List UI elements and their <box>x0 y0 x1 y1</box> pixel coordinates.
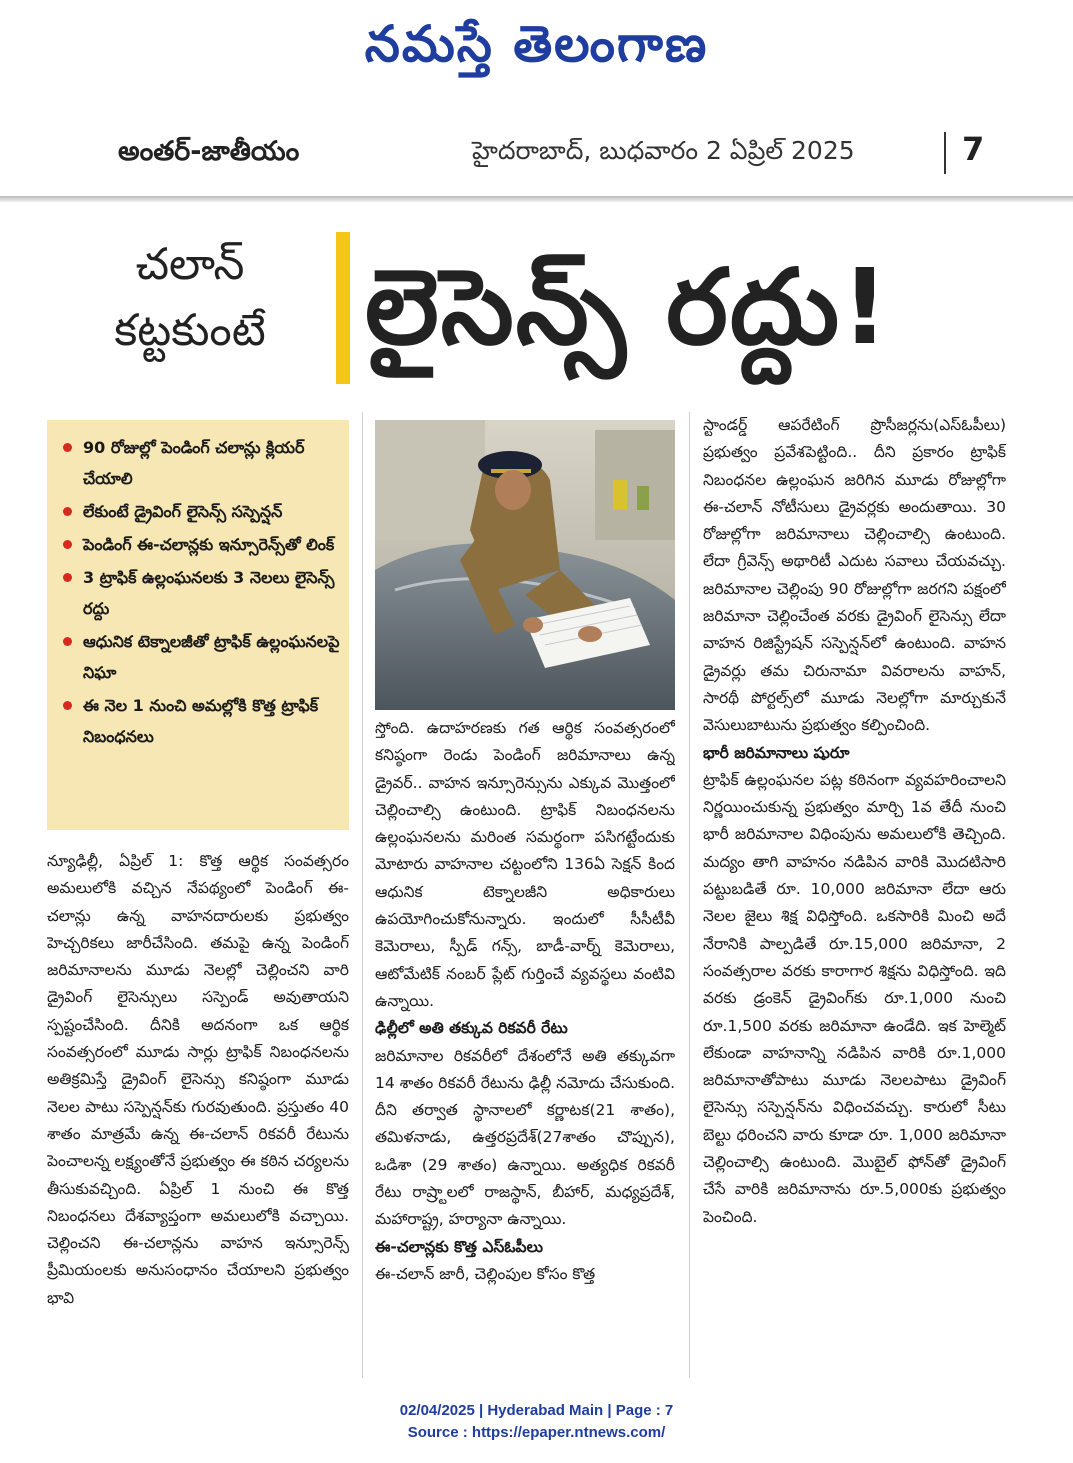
highlight-text: 3 ట్రాఫిక్ ఉల్లంఘనలకు 3 నెలలు లైసెన్స్ రద్దు <box>83 568 335 618</box>
section-divider <box>0 196 1073 202</box>
headline-kicker <box>50 232 330 392</box>
highlight-text: ఆధునిక టెక్నాలజీతో ట్రాఫిక్ ఉల్లంఘనలపై నిఘా <box>83 632 340 682</box>
footer-meta: 02/04/2025 | Hyderabad Main | Page : 7 <box>399 1402 674 1419</box>
police-officer-checking-car-photo <box>375 420 675 710</box>
article-paragraph: ట్రాఫిక్ ఉల్లంఘనల పట్ల కఠినంగా వ్యవహరించాలని నిర్ణయించుకున్న ప్రభుత్వం మార్చి 1వ తేదీ నుంచి భారీ జరిమానాల విధింపును అమలులోకి తెచ్చింది. మద్యం తాగి వాహనం నడిపిన వారికి మొదటిసారి పట్టుబడితే రూ. 10,000 జరిమానా లేదా ఆరు నెలల జైలు శిక్ష విధిస్తోంది. ఒకసారికి మించి అదే నేరానికి పాల్పడితే రూ.15,000 జరిమానా, 2 సంవత్సరాల వరకు కారాగార శిక్షను విధిస్తోంది. ఇది వరకు డ్రంకెన్ డ్రైవింగ్‌కు రూ.1,000 నుంచి రూ.1,500 వరకు జరిమానా ఉండేది. ఇక హెల్మెట్ లేకుండా వాహనాన్ని నడిపిన వారికి రూ.1,000 జరిమానాతోపాటు మూడు నెలలపాటు డ్రైవింగ్ లైసెన్సు సస్పెన్షన్‌ను విధించవచ్చు. కారులో సీటు బెల్టు ధరించని వారు కూడా రూ. 1,000 జరిమానా చెల్లించాల్సి ఉంటుంది. మొబైల్ ఫోన్‌తో డ్రైవింగ్ చేసే వారికి జరిమానాను రూ.5,000కు ప్రభుత్వం పెంచింది. <box>703 770 1006 1226</box>
highlight-item <box>63 496 341 527</box>
highlight-item <box>63 432 341 494</box>
dateline: హైదరాబాద్, బుధవారం 2 ఏప్రిల్ 2025 <box>472 136 855 165</box>
article-column-1 <box>47 848 349 1378</box>
masthead-title: నమస్తే తెలంగాణ <box>364 14 709 73</box>
highlight-item <box>63 626 341 688</box>
page-number: 7 <box>962 130 985 168</box>
subheading: భారీ జరిమానాలు షురూ <box>703 743 850 762</box>
kicker-accent-bar <box>336 232 350 384</box>
section-bar <box>0 112 1073 202</box>
footer <box>0 1400 1073 1444</box>
highlight-text: ఈ నెల 1 నుంచి అమల్లోకి కొత్త ట్రాఫిక్ నిబంధనలు <box>83 696 319 746</box>
bullet-icon <box>63 507 72 516</box>
news-photo <box>375 420 675 710</box>
column-rule <box>362 412 363 1378</box>
highlight-text: 90 రోజుల్లో పెండింగ్ చలాన్లు క్లియర్ చేయాలి <box>83 438 305 488</box>
kicker-line-1: చలాన్ <box>135 239 245 290</box>
highlight-item <box>63 529 341 560</box>
article-paragraph: ఈ-చలాన్ జారీ, చెల్లింపుల కోసం కొత్త <box>375 1264 596 1283</box>
highlight-item <box>63 562 341 624</box>
article-paragraph: స్తోంది. ఉదాహరణకు గత ఆర్థిక సంవత్సరంలో కనిష్ఠంగా రెండు పెండింగ్ జరిమానాలు ఉన్న డ్రైవర్.. వాహన ఇన్సూరెన్సును ఎక్కువ మొత్తంలో చెల్లించాల్సి ఉంటుంది. ట్రాఫిక్ నిబంధనలను ఉల్లంఘనలను మరింత సమర్థంగా పసిగట్టేందుకు మోటారు వాహనాల చట్టంలోని 136ఏ సెక్షన్ కింద ఆధునిక టెక్నాలజీని అధికారులు ఉపయోగించుకోనున్నారు. ఇందులో సీసీటీవీ కెమెరాలు, స్పీడ్ గన్స్, బాడీ-వార్న్ కెమెరాలు, ఆటోమేటిక్ నంబర్ ప్లేట్ గుర్తించే వ్యవస్థలు వంటివి ఉన్నాయి. <box>375 719 675 1010</box>
bullet-icon <box>63 573 72 582</box>
subheading: ఈ-చలాన్లకు కొత్త ఎస్‌ఓపీలు <box>375 1237 543 1256</box>
highlights-box <box>47 420 349 830</box>
article-paragraph: జరిమానాల రికవరీలో దేశంలోనే అతి తక్కువగా 14 శాతం రికవరీ రేటును ఢిల్లీ నమోదు చేసుకుంది. దీని తర్వాత స్థానాలలో కర్ణాటక(21 శాతం), తమిళనాడు, ఉత్తరప్రదేశ్(27శాతం చొప్పున), ఒడిశా (29 శాతం) ఉన్నాయి. అత్యధిక రికవరీ రేటు రాష్ర్టాలలో రాజస్థాన్, బీహార్, మధ్యప్రదేశ్, మహారాష్ట్ర, హర్యానా ఉన్నాయి. <box>375 1046 675 1229</box>
bullet-icon <box>63 443 72 452</box>
highlight-text: లేకుంటే డ్రైవింగ్ లైసెన్స్ సస్పెన్షన్ <box>83 502 283 521</box>
article-paragraph: న్యూఢిల్లీ, ఏప్రిల్ 1: కొత్త ఆర్థిక సంవత్సరం అమలులోకి వచ్చిన నేపథ్యంలో పెండింగ్ ఈ-చలాన్లు ఉన్న వాహనదారులకు ప్రభుత్వం హెచ్చరికలు జారీచేసింది. తమపై ఉన్న పెండింగ్ జరిమానాలను మూడు నెలల్లో చెల్లించని వారి డ్రైవింగ్ లైసెన్సులు సస్పెండ్ అవుతాయని స్పష్టంచేసింది. దీనికి అదనంగా ఒక ఆర్థిక సంవత్సరంలో మూడు సార్లు ట్రాఫిక్ నిబంధనలను అతిక్రమిస్తే డ్రైవింగ్ లైసెన్సు కనిష్ఠంగా మూడు నెలల పాటు సస్పెన్షన్‌కు గురవుతుంది. ప్రస్తుతం 40 శాతం మాత్రమే ఉన్న ఈ-చలాన్ రికవరీ రేటును పెంచాలన్న లక్ష్యంతోనే ప్రభుత్వం ఈ కఠిన చర్యలను తీసుకువచ్చింది. ఏప్రిల్ 1 నుంచి ఈ కొత్త నిబంధనలు దేశవ్యాప్తంగా అమలులోకి వచ్చాయి. చెల్లించని ఈ-చలాన్లను వాహన ఇన్సూరెన్స్ ప్రీమియంలకు అనుసంధానం చేయాలని ప్రభుత్వం భావి <box>47 852 349 1307</box>
bullet-icon <box>63 701 72 710</box>
bullet-icon <box>63 540 72 549</box>
article-column-2 <box>375 715 675 1378</box>
masthead <box>0 8 1073 90</box>
section-name: అంతర్-జాతీయం <box>118 136 300 167</box>
main-headline: లైసెన్స్ రద్దు! <box>365 246 891 368</box>
article-column-3 <box>703 412 1006 1378</box>
kicker-line-2: కట్టకుంటే <box>114 305 266 356</box>
page-separator <box>944 132 946 174</box>
highlight-item <box>63 690 341 752</box>
footer-source-link[interactable]: Source : https://epaper.ntnews.com/ <box>407 1424 666 1441</box>
subheading: ఢిల్లీలో అతి తక్కువ రికవరీ రేటు <box>375 1019 568 1038</box>
article-paragraph: స్టాండర్డ్ ఆపరేటింగ్ ప్రొసీజర్లను(ఎస్‌ఓపీలు) ప్రభుత్వం ప్రవేశపెట్టింది.. దీని ప్రకారం ట్రాఫిక్ నిబంధనల ఉల్లంఘన జరిగిన మూడు రోజుల్లోగా ఈ-చలాన్ నోటీసులు డ్రైవర్లకు అందుతాయి. 30 రోజుల్లోగా జరిమానాలు చెల్లించాల్సి ఉంటుంది. లేదా గ్రీవెన్స్ అథారిటీ ఎదుట సవాలు చేయవచ్చు. జరిమానాల చెల్లింపు 90 రోజుల్లోగా జరగని పక్షంలో జరిమానా చెల్లించేంత వరకు డ్రైవింగ్ లైసెన్సు లేదా వాహన రిజిస్ట్రేషన్ సస్పెన్షన్‌లో ఉంటుంది. వాహన డ్రైవర్లు తమ చిరునామా వివరాలను వాహన్, సారథీ పోర్టల్స్‌లో మూడు నెలల్లోగా మార్చుకునే వెసులుబాటును ప్రభుత్వం కల్పించింది. <box>703 416 1006 735</box>
column-rule <box>689 412 690 1378</box>
bullet-icon <box>63 637 72 646</box>
highlight-text: పెండింగ్ ఈ-చలాన్లకు ఇన్సూరెన్స్‌తో లింక్ <box>83 535 335 554</box>
